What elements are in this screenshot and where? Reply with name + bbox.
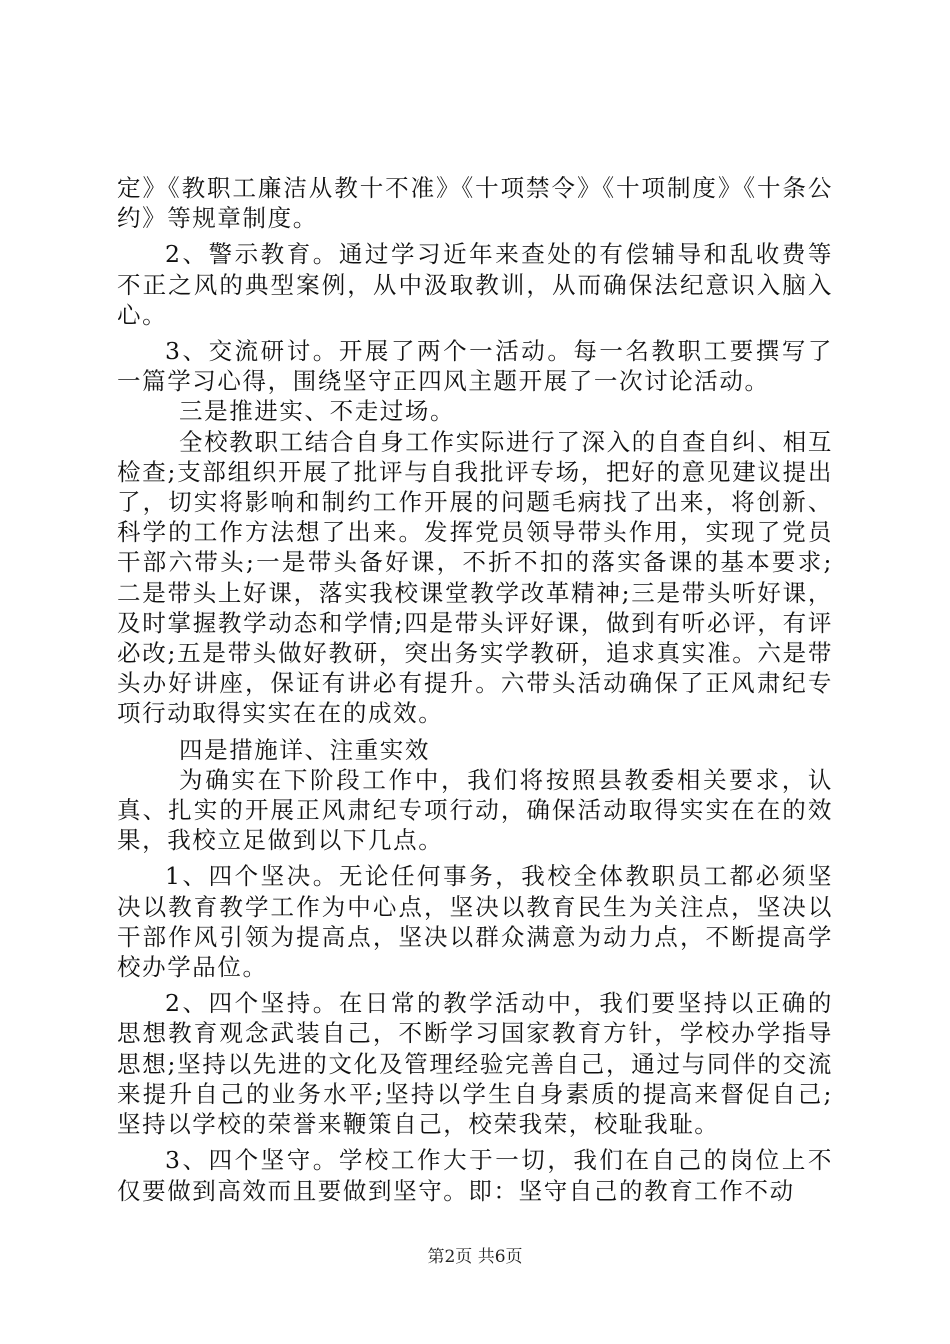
paragraph-next-stage: 为确实在下阶段工作中，我们将按照县教委相关要求，认真、扎实的开展正风肃纪专项行动，确保活动取得实实在在的效果，我校立足做到以下几点。: [117, 765, 833, 855]
paragraph-regulations-continued: 定》《教职工廉洁从教十不准》《十项禁令》《十项制度》《十条公约》等规章制度。: [117, 174, 833, 233]
paragraph-warning-education: 2、警示教育。通过学习近年来查处的有偿辅导和乱收费等不正之风的典型案例，从中汲取教训，从而确保法纪意识入脑入心。: [117, 240, 833, 329]
paragraph-self-inspection: 全校教职工结合自身工作实际进行了深入的自查自纠、相互检查;支部组织开展了批评与自我批评专场，把好的意见建议提出了，切实将影响和制约工作开展的问题毛病找了出来，将创新、科学的工作方法想了出来。发挥党员领导带头作用，实现了党员干部六带头;一是带头备好课，不折不扣的落实备课的基本要求;二是带头上好课，落实我校课堂教学改革精神;三是带头听好课，及时掌握教学动态和学情;四是带头评好课，做到有听必评，有评必改;五是带头做好教研，突出务实学教研，追求真实准。六是带头办好讲座，保证有讲必有提升。六带头活动确保了正风肃纪专项行动取得实实在在的成效。: [117, 427, 833, 728]
section-heading-four: 四是措施详、注重实效: [179, 735, 430, 764]
page-number-footer: 第2页 共6页: [427, 1247, 523, 1267]
section-heading-three: 三是推进实、不走过场。: [179, 397, 456, 426]
document-body: [117, 173, 833, 1206]
paragraph-four-persistences: 2、四个坚持。在日常的教学活动中，我们要坚持以正确的思想教育观念武装自己，不断学习国家教育方针，学校办学指导思想;坚持以先进的文化及管理经验完善自己，通过与同伴的交流来提升自己的业务水平;坚持以学生自身素质的提高来督促自己;坚持以学校的荣誉来鞭策自己，校荣我荣，校耻我耻。: [117, 989, 833, 1139]
paragraph-four-resolutions: 1、四个坚决。无论任何事务，我校全体教职员工都必须坚决以教育教学工作为中心点，坚决以教育民生为关注点，坚决以干部作风引领为提高点，坚决以群众满意为动力点，不断提高学校办学品位。: [117, 862, 833, 982]
paragraph-four-guards: 3、四个坚守。学校工作大于一切，我们在自己的岗位上不仅要做到高效而且要做到坚守。即：坚守自己的教育工作不动: [117, 1146, 833, 1205]
paragraph-exchange-discussion: 3、交流研讨。开展了两个一活动。每一名教职工要撰写了一篇学习心得，围绕坚守正四风主题开展了一次讨论活动。: [117, 337, 833, 396]
